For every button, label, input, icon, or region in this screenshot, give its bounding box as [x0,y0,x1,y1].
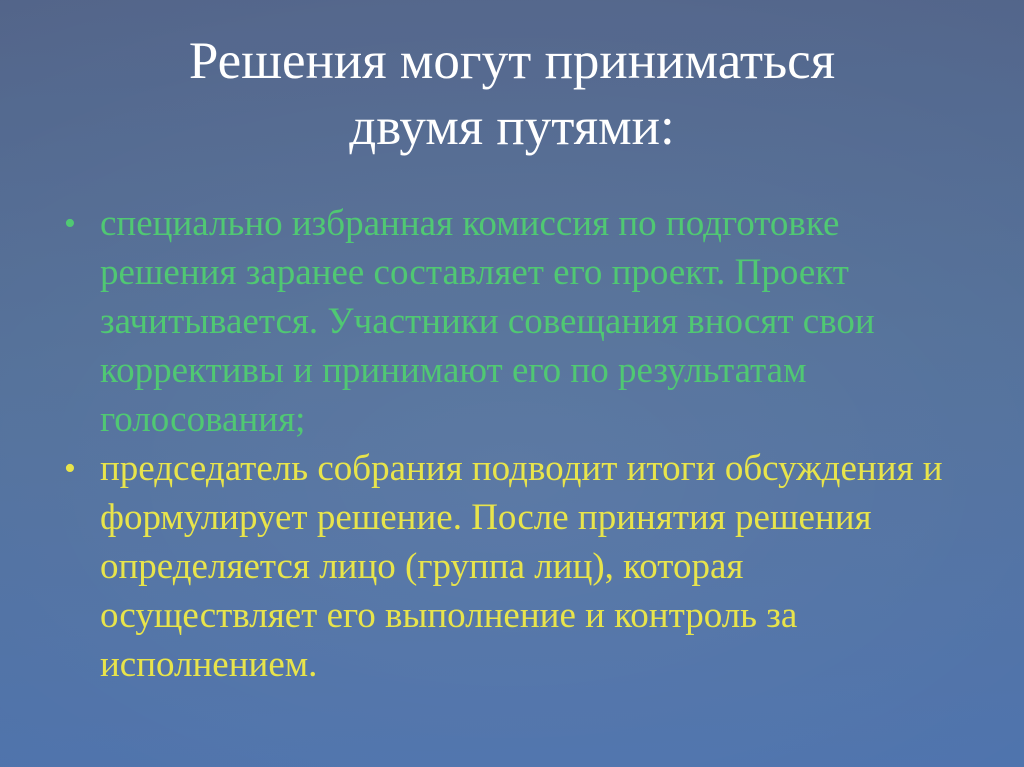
bullet-item-chairman [64,444,945,689]
bullet-text-commission: специально избранная комиссия по подготовке решения заранее составляет его проект. Проект зачитывается. Участники совещания вносят свои коррективы и принимают его по результатам голосования; [100,203,875,440]
bullet-text-chairman: председатель собрания подводит итоги обсуждения и формулирует решение. После принятия решения определяется лицо (группа лиц), которая осуществляет его выполнение и контроль за исполнением. [100,448,943,685]
bullet-dot-icon: • [64,205,76,242]
bullet-item-commission [64,199,945,444]
bullet-list [64,199,945,689]
bullet-dot-icon: • [64,450,76,487]
slide-title-line-2: двумя путями: [349,98,675,156]
slide-title [40,28,984,160]
slide-title-line-1: Решения могут приниматься [188,32,836,90]
